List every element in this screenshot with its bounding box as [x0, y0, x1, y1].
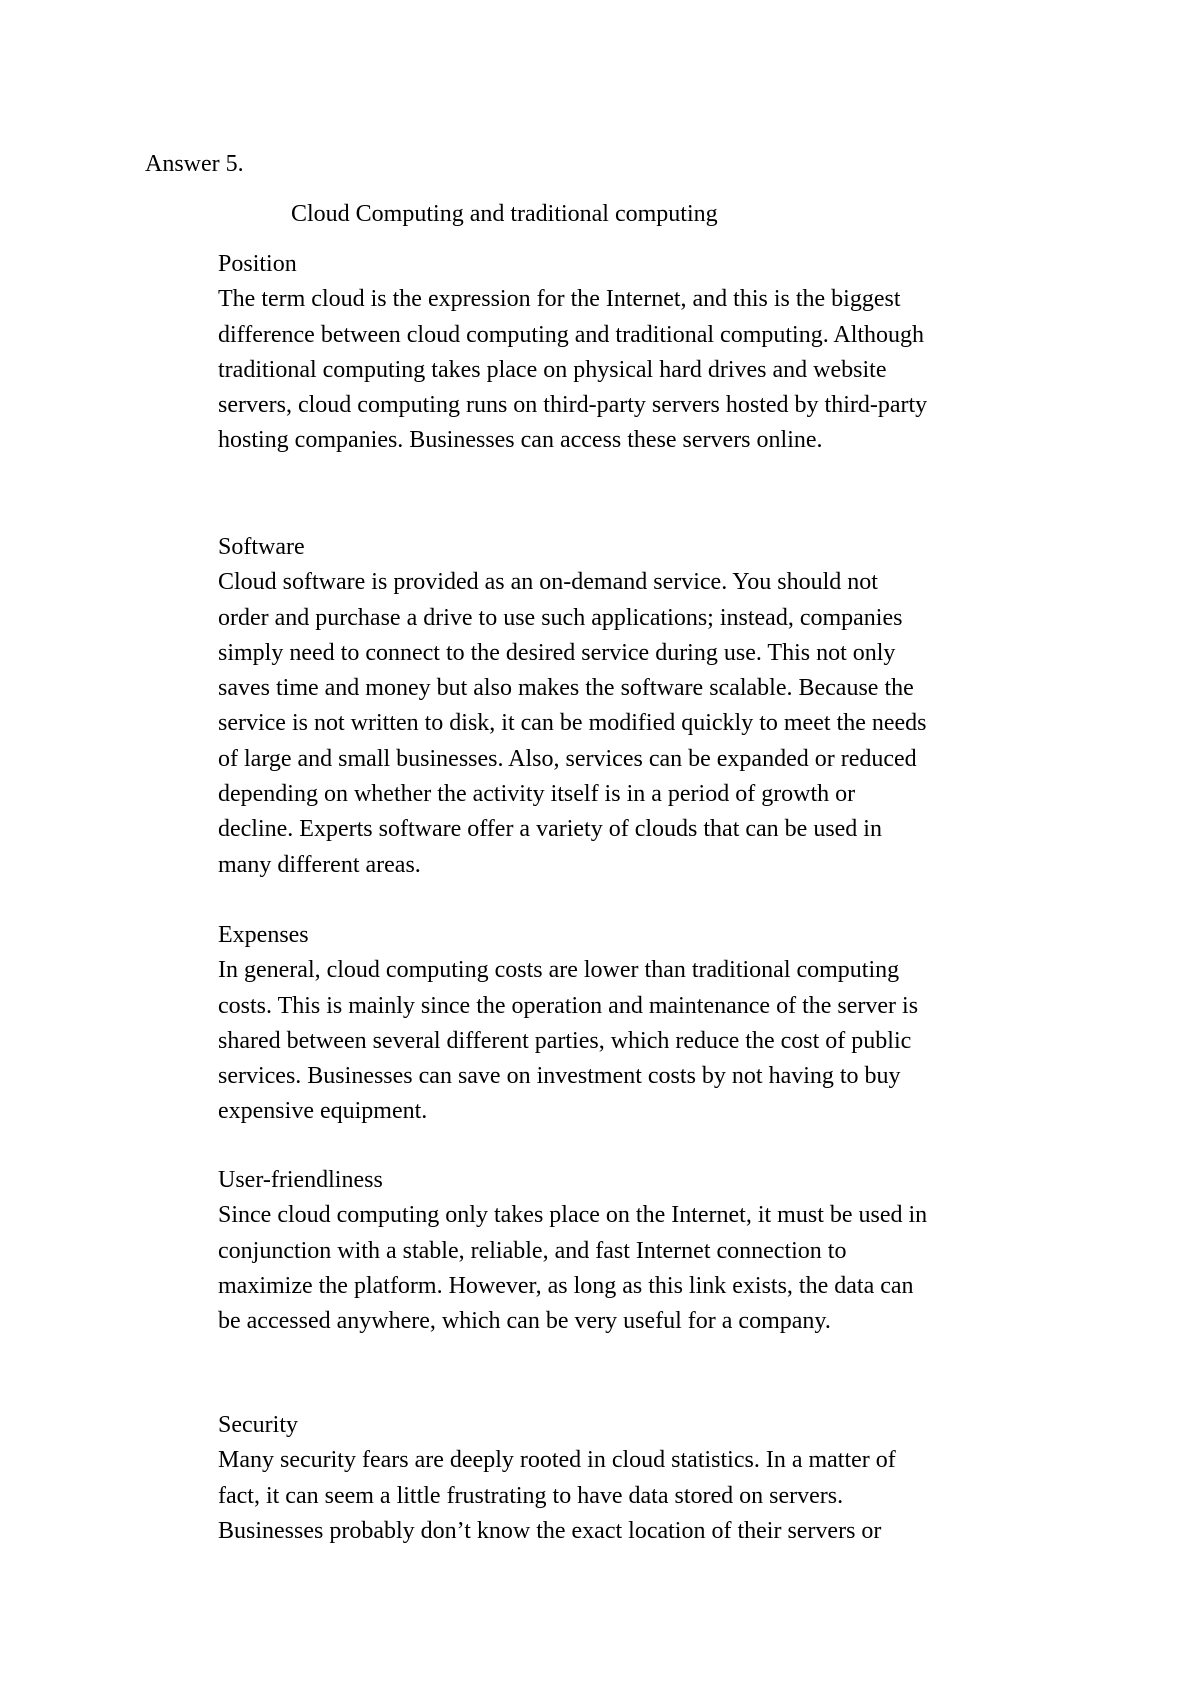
section-body: [218, 1443, 1078, 1549]
body-line: simply need to connect to the desired service during use. This not only: [218, 639, 896, 666]
document-title: Cloud Computing and traditional computing: [291, 201, 718, 227]
body-line: order and purchase a drive to use such applications; instead, companies: [218, 604, 903, 631]
section-body: [218, 1198, 1078, 1339]
body-line: Since cloud computing only takes place on the Internet, it must be used in: [218, 1202, 928, 1229]
section-security: [218, 1408, 1078, 1549]
section-position: [218, 247, 1078, 459]
body-line: decline. Experts software offer a variety of clouds that can be used in: [218, 816, 882, 843]
body-line: difference between cloud computing and traditional computing. Although: [218, 321, 925, 348]
body-line: maximize the platform. However, as long as this link exists, the data can: [218, 1272, 914, 1299]
section-heading: Position: [218, 251, 297, 277]
body-line: service is not written to disk, it can be modified quickly to meet the needs: [218, 710, 927, 737]
body-line: Many security fears are deeply rooted in cloud statistics. In a matter of: [218, 1447, 896, 1474]
section-expenses: [218, 918, 1078, 1130]
body-line: be accessed anywhere, which can be very useful for a company.: [218, 1308, 831, 1335]
body-line: of large and small businesses. Also, services can be expanded or reduced: [218, 745, 917, 772]
body-line: services. Businesses can save on investment costs by not having to buy: [218, 1063, 901, 1090]
section-user-friendliness: [218, 1163, 1078, 1339]
body-line: traditional computing takes place on physical hard drives and website: [218, 356, 887, 383]
section-body: [218, 953, 1078, 1129]
answer-label: Answer 5.: [145, 151, 244, 177]
body-line: many different areas.: [218, 851, 421, 878]
body-line: In general, cloud computing costs are lower than traditional computing: [218, 957, 900, 984]
body-line: conjunction with a stable, reliable, and fast Internet connection to: [218, 1237, 847, 1264]
section-body: [218, 565, 1078, 883]
section-heading: Software: [218, 534, 305, 560]
section-heading: Security: [218, 1412, 298, 1438]
section-heading: Expenses: [218, 922, 309, 948]
section-body: [218, 282, 1078, 458]
body-line: saves time and money but also makes the software scalable. Because the: [218, 675, 914, 702]
body-line: costs. This is mainly since the operation and maintenance of the server is: [218, 992, 919, 1019]
body-line: hosting companies. Businesses can access these servers online.: [218, 427, 823, 454]
body-line: The term cloud is the expression for the Internet, and this is the biggest: [218, 286, 901, 313]
body-line: depending on whether the activity itself is in a period of growth or: [218, 781, 856, 808]
body-line: expensive equipment.: [218, 1098, 428, 1125]
body-line: fact, it can seem a little frustrating to have data stored on servers.: [218, 1482, 844, 1509]
body-line: Cloud software is provided as an on-demand service. You should not: [218, 569, 878, 596]
section-software: [218, 530, 1078, 883]
body-line: servers, cloud computing runs on third-party servers hosted by third-party: [218, 392, 928, 419]
body-line: Businesses probably don’t know the exact location of their servers or: [218, 1517, 882, 1544]
section-heading: User-friendliness: [218, 1167, 383, 1193]
body-line: shared between several different parties, which reduce the cost of public: [218, 1027, 912, 1054]
